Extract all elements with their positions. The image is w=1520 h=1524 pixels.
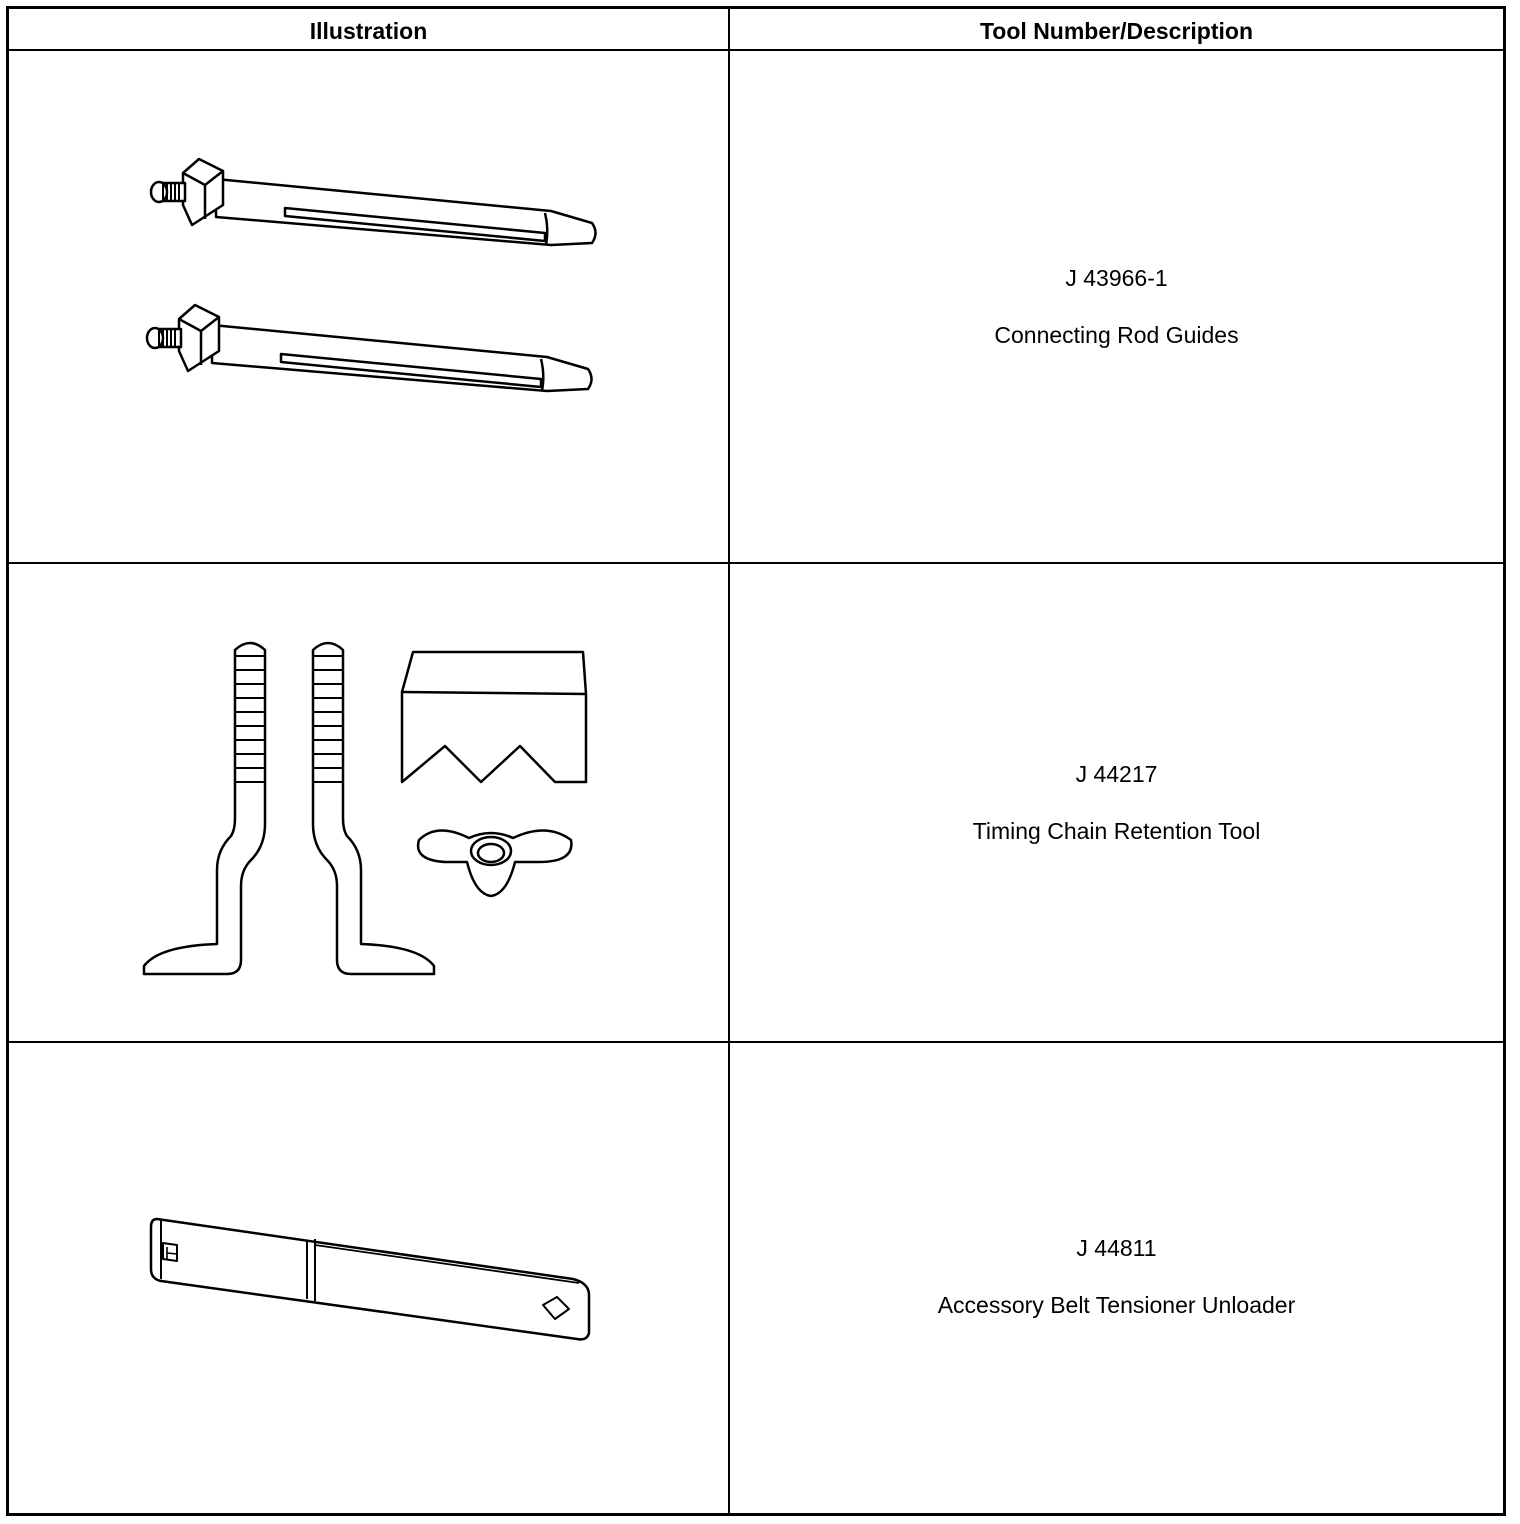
tool-number: J 43966-1 — [1065, 264, 1168, 291]
tool-number: J 44811 — [1076, 1234, 1157, 1261]
header-illustration: Illustration — [309, 18, 428, 44]
illustration-cell-timing-chain — [9, 564, 728, 1041]
connecting-rod-guides-illustration — [9, 51, 728, 562]
description-cell-timing-chain — [730, 564, 1503, 1041]
tool-number: J 44217 — [1075, 760, 1158, 787]
illustration-cell-rod-guides — [9, 51, 728, 562]
description-cell-rod-guides — [730, 51, 1503, 562]
header-tool-description: Tool Number/Description — [979, 18, 1254, 44]
tool-description: Accessory Belt Tensioner Unloader — [937, 1291, 1296, 1318]
belt-tensioner-unloader-illustration — [9, 1043, 728, 1510]
description-cell-tensioner — [730, 1043, 1503, 1510]
illustration-cell-tensioner — [9, 1043, 728, 1510]
tool-description: Connecting Rod Guides — [994, 321, 1239, 348]
tool-description: Timing Chain Retention Tool — [972, 817, 1261, 844]
tool-table — [6, 6, 1506, 1516]
timing-chain-retention-tool-illustration — [9, 564, 728, 1041]
